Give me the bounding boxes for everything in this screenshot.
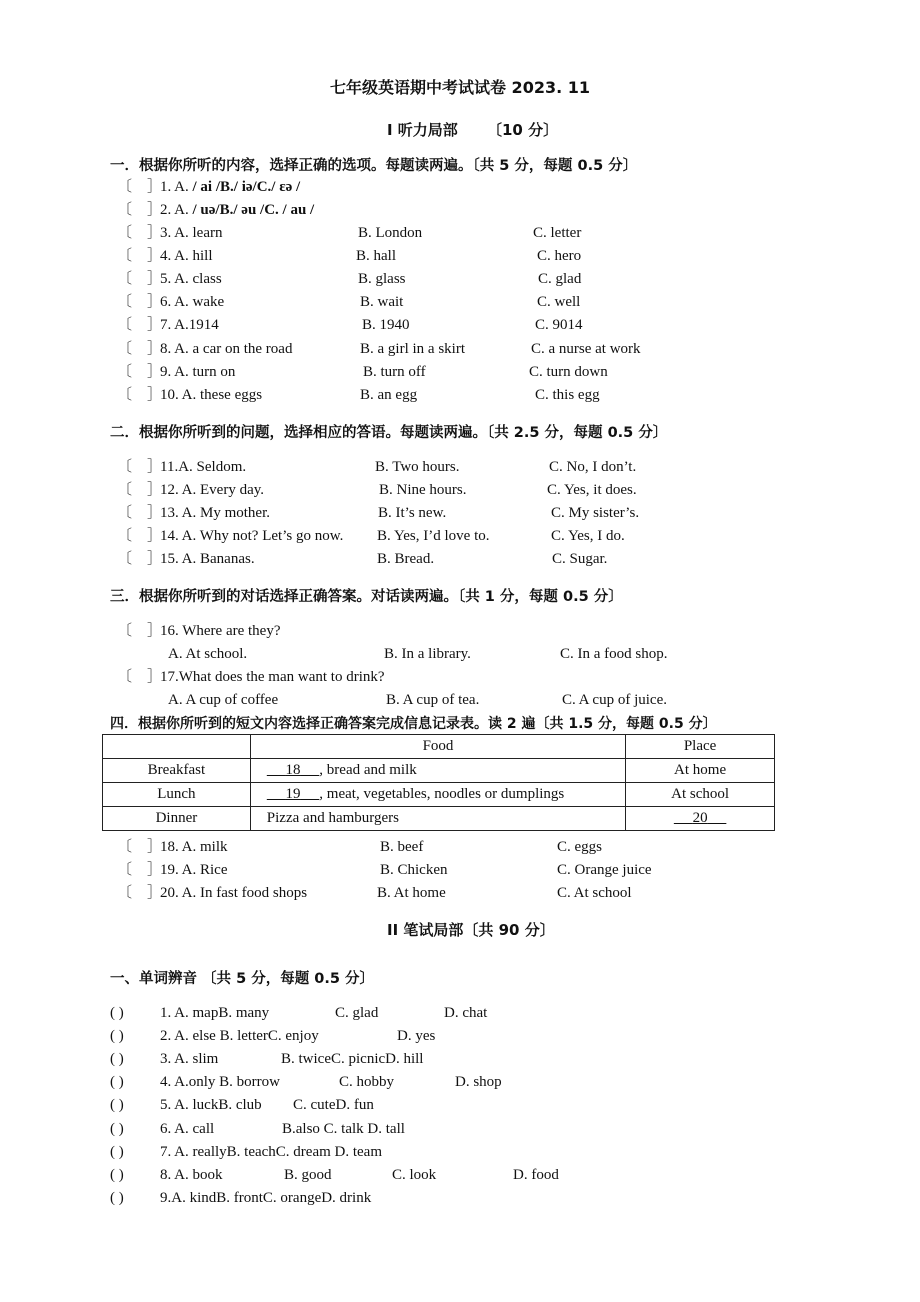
- answer-bracket[interactable]: 〔 ］: [117, 317, 163, 333]
- option-a: A. A cup of coffee: [168, 692, 279, 708]
- answer-bracket[interactable]: 〔 ］: [117, 364, 163, 380]
- answer-bracket[interactable]: 〔 ］: [117, 482, 163, 498]
- answer-bracket[interactable]: 〔 ］: [117, 248, 163, 264]
- option-c: C. letter: [533, 225, 582, 241]
- option-d: D. food: [513, 1167, 559, 1183]
- option-c: C. a nurse at work: [531, 341, 641, 357]
- option-b: B. A cup of tea.: [386, 692, 480, 708]
- option-c: C. My sister’s.: [551, 505, 640, 521]
- table-row: [103, 759, 775, 783]
- question-19: 19. A. Rice: [160, 862, 228, 878]
- option-b: B. It’s new.: [378, 505, 447, 521]
- section-4-title: 四．根据你所听到的短文内容选择正确答案完成信息记录表。读 2 遍〔共 1.5 分，每题 0.5 分〕: [110, 716, 717, 732]
- question-7: 7. A.1914: [160, 317, 219, 333]
- answer-bracket[interactable]: 〔 ］: [117, 225, 163, 241]
- question-12: 12. A. Every day.: [160, 482, 265, 498]
- question-number: 1. A.: [160, 179, 189, 195]
- word-question-8: 8. A. book: [160, 1167, 223, 1183]
- option-b: B. In a library.: [384, 646, 471, 662]
- option-b: B. hall: [356, 248, 396, 264]
- option-b: B. Yes, I’d love to.: [377, 528, 490, 544]
- option-b: B. wait: [360, 294, 404, 310]
- option-d: D. yes: [397, 1028, 436, 1044]
- info-record-table: [102, 734, 775, 831]
- section-2-title: 二．根据你所听到的问题，选择相应的答语。每题读两遍。〔共 2.5 分，每题 0.5 分〕: [110, 425, 668, 441]
- option-c: C. / au /: [264, 202, 315, 218]
- answer-bracket[interactable]: 〔 ］: [117, 459, 163, 475]
- question-9: 9. A. turn on: [160, 364, 236, 380]
- answer-paren[interactable]: ( ): [110, 1051, 124, 1067]
- section-1-title: 一．根据你所听的内容，选择正确的选项。每题读两遍。〔共 5 分，每题 0.5 分〕: [110, 158, 638, 174]
- question-13: 13. A. My mother.: [160, 505, 271, 521]
- answer-bracket[interactable]: 〔 ］: [117, 505, 163, 521]
- blank-18[interactable]: 18: [285, 762, 301, 778]
- answer-paren[interactable]: ( ): [110, 1144, 124, 1160]
- answer-paren[interactable]: ( ): [110, 1167, 124, 1183]
- word-question-3: 3. A. slim: [160, 1051, 219, 1067]
- option-c: C. No, I don’t.: [549, 459, 637, 475]
- answer-bracket[interactable]: 〔 ］: [117, 271, 163, 287]
- word-question-6: 6. A. call: [160, 1121, 215, 1137]
- blank-20[interactable]: 20: [692, 810, 708, 826]
- option-b: B. twiceC. picnicD. hill: [281, 1051, 424, 1067]
- answer-bracket[interactable]: 〔 ］: [117, 623, 163, 639]
- option-c: C. look: [392, 1167, 437, 1183]
- answer-paren[interactable]: ( ): [110, 1190, 124, 1206]
- word-question-4: 4. A.only B. borrow: [160, 1074, 280, 1090]
- question-8: 8. A. a car on the road: [160, 341, 293, 357]
- table-header: Place: [626, 735, 775, 759]
- option-a: / ai /: [192, 179, 221, 195]
- word-question-5: 5. A. luckB. club: [160, 1097, 262, 1113]
- question-2: [160, 200, 314, 220]
- table-row: [103, 783, 775, 807]
- answer-bracket[interactable]: 〔 ］: [117, 528, 163, 544]
- option-b: B. an egg: [360, 387, 418, 403]
- question-15: 15. A. Bananas.: [160, 551, 255, 567]
- part1-heading: I 听力局部: [387, 121, 458, 139]
- option-b: B. London: [358, 225, 423, 241]
- option-b: B. 1940: [362, 317, 410, 333]
- option-c: C. Orange juice: [557, 862, 652, 878]
- answer-bracket[interactable]: 〔 ］: [117, 885, 163, 901]
- option-b: B. turn off: [363, 364, 426, 380]
- word-question-7: 7. A. reallyB. teachC. dream D. team: [160, 1144, 383, 1160]
- option-c: C. 9014: [535, 317, 583, 333]
- option-b: B./ iə/: [220, 179, 257, 195]
- answer-bracket[interactable]: 〔 ］: [117, 341, 163, 357]
- meal-cell: Dinner: [103, 807, 251, 831]
- answer-bracket[interactable]: 〔 ］: [117, 862, 163, 878]
- page-title: 七年级英语期中考试试卷 2023. 11: [329, 78, 591, 97]
- question-4: 4. A. hill: [160, 248, 213, 264]
- table-row: [103, 807, 775, 831]
- option-b: B. At home: [377, 885, 446, 901]
- meal-cell: Lunch: [103, 783, 251, 807]
- section-3-title: 三．根据你所听到的对话选择正确答案。对话读两遍。〔共 1 分，每题 0.5 分〕: [110, 589, 623, 605]
- option-d: D. shop: [455, 1074, 502, 1090]
- question-1: [160, 177, 300, 197]
- place-cell: At school: [626, 783, 775, 807]
- word-question-2: 2. A. else B. letterC. enjoy: [160, 1028, 319, 1044]
- table-header: Food: [250, 735, 625, 759]
- food-cell: 19 , meat, vegetables, noodles or dumplings: [250, 783, 625, 807]
- answer-paren[interactable]: ( ): [110, 1121, 124, 1137]
- option-c: C. hero: [537, 248, 582, 264]
- option-c: C. this egg: [535, 387, 600, 403]
- option-b: B. a girl in a skirt: [360, 341, 465, 357]
- option-c: C. Yes, I do.: [551, 528, 625, 544]
- option-c: C. well: [537, 294, 581, 310]
- option-a: A. At school.: [168, 646, 248, 662]
- answer-paren[interactable]: ( ): [110, 1028, 124, 1044]
- option-b: B. Bread.: [377, 551, 435, 567]
- place-cell: At home: [626, 759, 775, 783]
- option-b: B./ əu /: [219, 202, 265, 218]
- food-cell: 18 , bread and milk: [250, 759, 625, 783]
- option-c: C. cuteD. fun: [293, 1097, 374, 1113]
- option-c: C. glad: [538, 271, 582, 287]
- answer-bracket[interactable]: 〔 ］: [117, 179, 163, 195]
- word-question-1: 1. A. mapB. many: [160, 1005, 270, 1021]
- part1-score: 〔10 分〕: [487, 121, 559, 139]
- option-c: C. hobby: [339, 1074, 395, 1090]
- question-16: 16. Where are they?: [160, 623, 281, 639]
- table-header: [103, 735, 251, 759]
- answer-bracket[interactable]: 〔 ］: [117, 294, 163, 310]
- option-b: B.also C. talk D. tall: [282, 1121, 405, 1137]
- option-b: B. glass: [358, 271, 406, 287]
- question-6: 6. A. wake: [160, 294, 225, 310]
- meal-cell: Breakfast: [103, 759, 251, 783]
- question-14: 14. A. Why not? Let’s go now.: [160, 528, 344, 544]
- answer-bracket[interactable]: 〔 ］: [117, 387, 163, 403]
- answer-bracket[interactable]: 〔 ］: [117, 669, 163, 685]
- answer-paren[interactable]: ( ): [110, 1074, 124, 1090]
- option-a: / uə/: [192, 202, 220, 218]
- option-b: B. Chicken: [380, 862, 448, 878]
- option-c: C. In a food shop.: [560, 646, 668, 662]
- answer-bracket[interactable]: 〔 ］: [117, 839, 163, 855]
- blank-19[interactable]: 19: [285, 786, 301, 802]
- option-c: C. Sugar.: [552, 551, 608, 567]
- answer-bracket[interactable]: 〔 ］: [117, 551, 163, 567]
- place-cell: [626, 807, 775, 831]
- question-10: 10. A. these eggs: [160, 387, 263, 403]
- answer-paren[interactable]: ( ): [110, 1005, 124, 1021]
- part2-heading: II 笔试局部〔共 90 分〕: [387, 921, 555, 939]
- answer-bracket[interactable]: 〔 ］: [117, 202, 163, 218]
- option-c: C. A cup of juice.: [562, 692, 667, 708]
- option-b: B. Nine hours.: [379, 482, 467, 498]
- option-c: C./ ɛə /: [256, 179, 301, 195]
- question-11: 11.A. Seldom.: [160, 459, 247, 475]
- option-d: D. chat: [444, 1005, 488, 1021]
- table-header-row: [103, 735, 775, 759]
- option-c: C. At school: [557, 885, 632, 901]
- word-question-9: 9.A. kindB. frontC. orangeD. drink: [160, 1190, 372, 1206]
- question-18: 18. A. milk: [160, 839, 228, 855]
- food-cell: Pizza and hamburgers: [250, 807, 625, 831]
- option-c: C. glad: [335, 1005, 379, 1021]
- question-3: 3. A. learn: [160, 225, 223, 241]
- writing-section-1-title: 一、单词辨音 〔共 5 分，每题 0.5 分〕: [110, 971, 375, 987]
- option-c: C. eggs: [557, 839, 602, 855]
- answer-paren[interactable]: ( ): [110, 1097, 124, 1113]
- option-b: B. Two hours.: [375, 459, 460, 475]
- question-number: 2. A.: [160, 202, 189, 218]
- question-17: 17.What does the man want to drink?: [160, 669, 385, 685]
- question-5: 5. A. class: [160, 271, 222, 287]
- question-20: 20. A. In fast food shops: [160, 885, 308, 901]
- option-b: B. good: [284, 1167, 332, 1183]
- option-c: C. turn down: [529, 364, 608, 380]
- option-b: B. beef: [380, 839, 424, 855]
- option-c: C. Yes, it does.: [547, 482, 637, 498]
